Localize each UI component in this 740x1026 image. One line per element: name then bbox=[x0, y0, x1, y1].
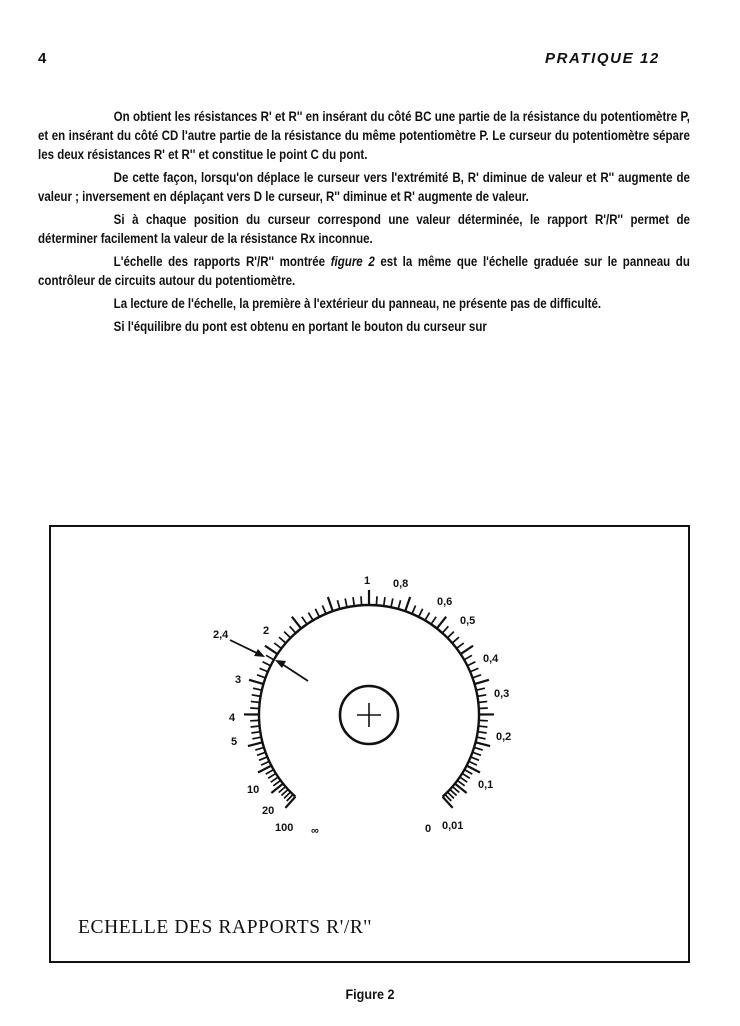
minor-tick bbox=[302, 617, 307, 624]
dial-ticks bbox=[244, 590, 494, 808]
major-tick bbox=[248, 742, 263, 746]
scale-label-0-6: 0,6 bbox=[437, 596, 452, 608]
scale-label-0-2: 0,2 bbox=[496, 731, 511, 743]
minor-tick bbox=[353, 597, 354, 606]
minor-tick bbox=[315, 609, 319, 617]
minor-tick bbox=[263, 662, 271, 666]
scale-label-10: 10 bbox=[247, 784, 259, 796]
pointer-arrow-inner bbox=[275, 660, 308, 681]
major-tick bbox=[476, 742, 491, 746]
minor-tick bbox=[257, 752, 265, 755]
scale-label-0-01: 0,01 bbox=[442, 820, 463, 832]
scale-label-4: 4 bbox=[229, 712, 236, 724]
minor-tick bbox=[251, 732, 260, 733]
minor-tick bbox=[470, 668, 478, 672]
major-tick bbox=[328, 597, 333, 611]
major-tick bbox=[292, 617, 301, 629]
ratio-scale-dial bbox=[2, 2, 740, 1026]
figure-caption: Figure 2 bbox=[37, 986, 703, 1002]
minor-tick bbox=[253, 688, 262, 690]
minor-tick bbox=[261, 761, 269, 765]
minor-tick bbox=[471, 757, 479, 760]
minor-tick bbox=[431, 617, 436, 624]
minor-tick bbox=[460, 777, 467, 782]
dial-arc bbox=[259, 605, 479, 797]
minor-tick bbox=[447, 632, 453, 638]
scale-label-infinity: ∞ bbox=[311, 825, 319, 837]
scale-label-0-1: 0,1 bbox=[478, 779, 493, 791]
major-tick bbox=[437, 617, 446, 629]
page-number: 4 bbox=[38, 50, 46, 67]
minor-tick bbox=[252, 695, 261, 697]
scale-label-0-8: 0,8 bbox=[393, 578, 408, 590]
minor-tick bbox=[250, 708, 259, 709]
minor-tick bbox=[255, 747, 264, 750]
minor-tick bbox=[268, 773, 276, 778]
paragraph: On obtient les résistances R' et R'' en insérant du côté BC une partie de la résistance du potentiomètre P, et en insérant du côté CD l'autre partie de la résistance du même potentiomètre P. Le curseur du potentiomètre sépare les deux résistances R' et R'' et constitue le point C du pont. bbox=[38, 107, 690, 164]
figure-frame bbox=[49, 525, 690, 963]
minor-tick bbox=[412, 605, 416, 613]
minor-tick bbox=[457, 643, 464, 648]
paragraph-text: est la même que l'échelle graduée sur le panneau du contrôleur de circuits autour du potentiomètre. bbox=[38, 254, 690, 288]
minor-tick bbox=[476, 688, 485, 690]
scale-label-20: 20 bbox=[262, 805, 274, 817]
minor-tick bbox=[452, 637, 459, 643]
minor-tick bbox=[478, 726, 487, 727]
minor-tick bbox=[469, 761, 477, 765]
minor-tick bbox=[464, 655, 472, 660]
minor-tick bbox=[337, 600, 339, 609]
minor-tick bbox=[273, 780, 280, 785]
scale-label-3: 3 bbox=[235, 674, 241, 686]
minor-tick bbox=[478, 732, 487, 733]
minor-tick bbox=[473, 675, 481, 678]
minor-tick bbox=[464, 770, 472, 774]
minor-tick bbox=[322, 605, 326, 613]
minor-tick bbox=[290, 626, 296, 633]
running-head: PRATIQUE 12 bbox=[545, 50, 660, 67]
paragraph: La lecture de l'échelle, la première à l'extérieur du panneau, ne présente pas de difficulté. bbox=[38, 294, 690, 313]
minor-tick bbox=[478, 701, 487, 702]
scale-label-2-4: 2,4 bbox=[213, 629, 229, 641]
major-tick bbox=[461, 646, 473, 654]
minor-tick bbox=[252, 737, 261, 739]
minor-tick bbox=[274, 643, 281, 648]
minor-tick bbox=[457, 780, 464, 785]
minor-tick bbox=[419, 609, 423, 617]
paragraph: Si l'équilibre du pont est obtenu en portant le bouton du curseur sur bbox=[38, 317, 690, 336]
pointer-arrow-outer bbox=[230, 640, 265, 657]
figure-reference: figure 2 bbox=[331, 254, 375, 269]
minor-tick bbox=[467, 662, 475, 666]
minor-tick bbox=[260, 668, 268, 672]
minor-tick bbox=[279, 637, 286, 643]
scale-label-0: 0 bbox=[425, 823, 431, 835]
scale-label-100: 100 bbox=[275, 822, 293, 834]
minor-tick bbox=[391, 598, 393, 607]
major-tick bbox=[249, 680, 263, 684]
minor-tick bbox=[474, 747, 483, 750]
minor-tick bbox=[425, 613, 430, 621]
major-tick bbox=[265, 646, 277, 654]
minor-tick bbox=[251, 726, 260, 727]
minor-tick bbox=[473, 752, 481, 755]
minor-tick bbox=[251, 701, 260, 702]
minor-tick bbox=[479, 708, 488, 709]
minor-tick bbox=[271, 777, 278, 782]
scale-label-0-4: 0,4 bbox=[483, 653, 499, 665]
minor-tick bbox=[266, 770, 274, 774]
minor-tick bbox=[384, 597, 385, 606]
minor-tick bbox=[477, 695, 486, 697]
minor-tick bbox=[361, 596, 362, 605]
paragraph-text: L'échelle des rapports R'/R'' montrée bbox=[114, 254, 331, 269]
minor-tick bbox=[477, 737, 486, 739]
scale-label-0-3: 0,3 bbox=[494, 688, 509, 700]
minor-tick bbox=[257, 675, 265, 678]
minor-tick bbox=[442, 626, 448, 633]
scale-label-5: 5 bbox=[231, 736, 237, 748]
figure-title: ECHELLE DES RAPPORTS R'/R'' bbox=[78, 917, 372, 939]
minor-tick bbox=[376, 596, 377, 605]
minor-tick bbox=[345, 598, 347, 607]
minor-tick bbox=[259, 757, 267, 760]
minor-tick bbox=[398, 600, 400, 609]
scale-label-1: 1 bbox=[364, 575, 370, 587]
minor-tick bbox=[266, 655, 274, 660]
paragraph: De cette façon, lorsqu'on déplace le curseur vers l'extrémité B, R' diminue de valeur et R'' augmente de valeur ; inversement en déplaçant vers D le curseur, R'' diminue et R' augmente de valeur. bbox=[38, 168, 690, 206]
minor-tick bbox=[284, 632, 290, 638]
major-tick bbox=[405, 597, 410, 611]
scale-label-2: 2 bbox=[263, 625, 269, 637]
major-tick bbox=[475, 680, 489, 684]
scale-label-0-5: 0,5 bbox=[460, 615, 475, 627]
minor-tick bbox=[308, 613, 313, 621]
paragraph: Si à chaque position du curseur correspond une valeur déterminée, le rapport R'/R'' permet de déterminer facilement la valeur de la résistance Rx inconnue. bbox=[38, 210, 690, 248]
minor-tick bbox=[462, 773, 470, 778]
